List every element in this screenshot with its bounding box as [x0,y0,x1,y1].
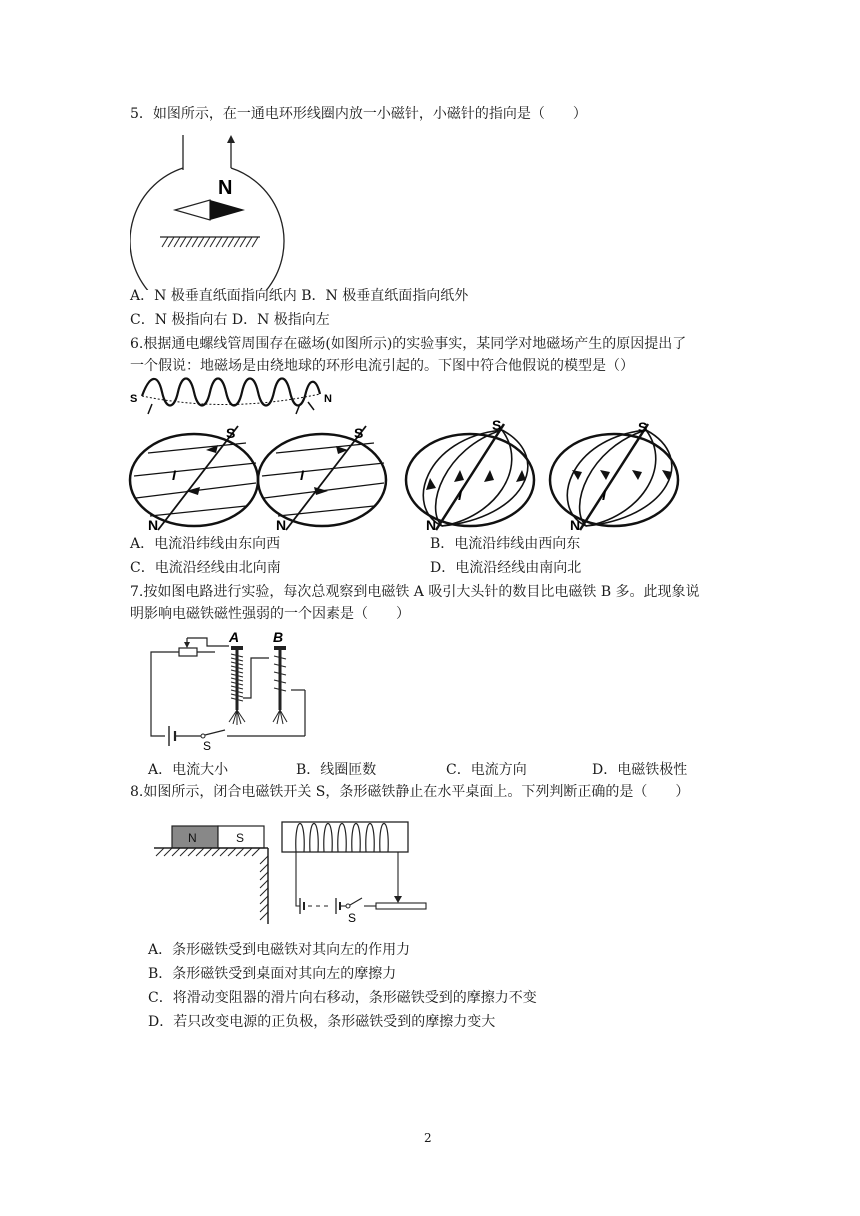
q8-option-a: A．条形磁铁受到电磁铁对其向左的作用力 [148,942,411,958]
svg-text:N: N [426,517,437,533]
q8-option-b: B．条形磁铁受到桌面对其向左的摩擦力 [148,966,397,982]
q7-option-b: B．线圈匝数 [296,762,377,778]
svg-text:S: S [354,425,364,441]
globe-option-d [550,419,678,533]
globe-option-a [130,425,258,533]
svg-text:S: S [236,831,245,845]
q7-option-a: A．电流大小 [148,762,229,778]
q8-switch-S-label: S [348,911,357,925]
q6-stem-line2: 一个假说：地磁场是由绕地球的环形电流引起的。下图中符合他假说的模型是（） [130,358,634,374]
page-number: 2 [424,1131,432,1145]
svg-text:N: N [570,517,581,533]
svg-text:S: S [638,419,648,435]
q7-option-d: D．电磁铁极性 [592,762,688,778]
q7-option-c: C．电流方向 [446,762,527,778]
q5-options-ab: A．N 极垂直纸面指向纸内 B．N 极垂直纸面指向纸外 [130,288,469,304]
q7-magnet-A-label: A [229,629,240,645]
q5-figure [130,130,290,290]
q5-needle-N-label: N [218,177,233,199]
q8-option-c: C．将滑动变阻器的滑片向右移动，条形磁铁受到的摩擦力不变 [148,990,537,1006]
svg-text:N: N [188,831,197,845]
svg-text:I: I [602,487,606,503]
q6-option-a: A．电流沿纬线由东向西 [130,536,281,552]
globe-option-b [258,425,386,533]
svg-text:S: S [492,418,502,433]
q7-stem-line1: 7.按如图电路进行实验，每次总观察到电磁铁 A 吸引大头针的数目比电磁铁 B 多。此现象说 [130,584,700,600]
svg-text:I: I [458,487,462,503]
svg-text:I: I [172,467,176,483]
q7-switch-S-label: S [203,739,212,752]
q6-solenoid-N-label: N [324,393,332,405]
svg-text:N: N [276,517,287,533]
q6-option-d: D．电流沿经线由南向北 [430,560,582,576]
svg-text:I: I [300,467,304,483]
q8-figure [150,812,440,930]
q5-options-cd: C．N 极指向右 D．N 极指向左 [130,312,330,328]
q6-globe-models [128,418,688,534]
svg-text:N: N [148,517,159,533]
q6-option-c: C．电流沿经线由北向南 [130,560,281,576]
globe-option-c [406,418,534,533]
q6-option-b: B．电流沿纬线由西向东 [430,536,581,552]
q7-stem-line2: 明影响电磁铁磁性强弱的一个因素是（ ） [130,606,410,622]
q7-magnet-B-label: B [273,629,284,645]
q6-stem-line1: 6.根据通电螺线管周围存在磁场(如图所示)的实验事实，某同学对地磁场产生的原因提出了 [130,336,687,352]
svg-text:S: S [226,425,236,441]
q7-circuit-figure [145,628,315,752]
q6-solenoid-S-label: S [130,393,138,405]
q8-stem: 8.如图所示，闭合电磁铁开关 S，条形磁铁静止在水平桌面上。下列判断正确的是（ ） [130,784,690,800]
q8-option-d: D．若只改变电源的正负极，条形磁铁受到的摩擦力变大 [148,1014,496,1030]
q5-stem: 5．如图所示，在一通电环形线圈内放一小磁针，小磁针的指向是（ ） [130,106,587,122]
q6-solenoid-figure [128,374,348,416]
